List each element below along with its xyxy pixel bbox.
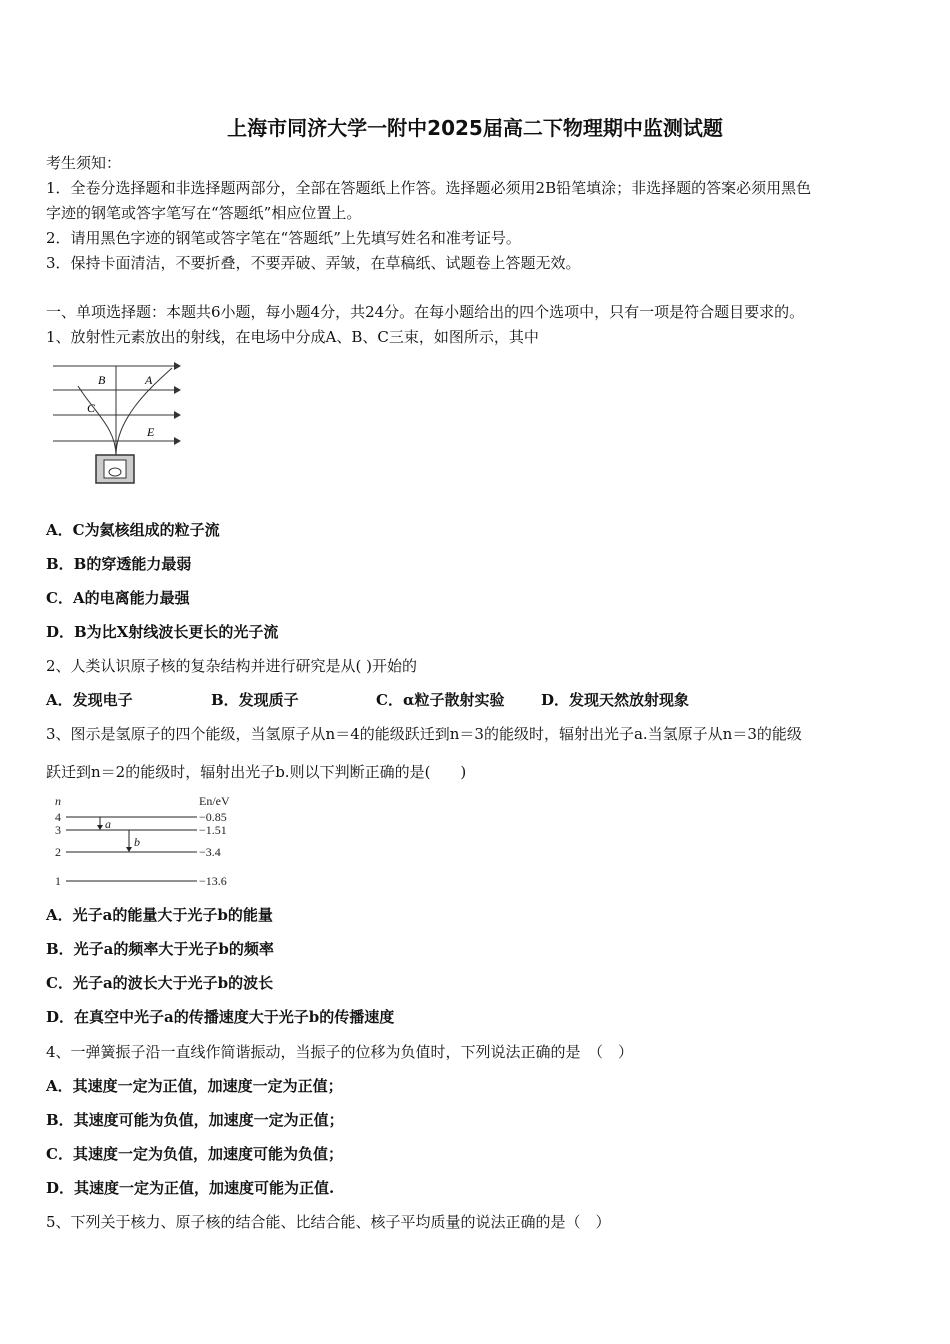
q1-stem: 1、放射性元素放出的射线，在电场中分成A、B、C三束，如图所示，其中 (46, 328, 539, 346)
q3-option-b: B．光子a的频率大于光子b的频率 (46, 940, 274, 958)
q1-radiation-figure (50, 358, 185, 488)
q1-fig-label-e: E (147, 425, 155, 439)
q3-level-3-n: 3 (55, 823, 61, 837)
q3-fig-e-label: En/eV (199, 794, 230, 808)
q4-option-c: C．其速度一定为负值，加速度可能为负值； (46, 1145, 343, 1163)
q3-option-a: A．光子a的能量大于光子b的能量 (46, 906, 273, 924)
notice-heading: 考生须知： (46, 154, 122, 172)
q3-stem-1: 3、图示是氢原子的四个能级，当氢原子从n＝4的能级跃迁到n＝3的能级时，辐射出光子a.当氢原子从n＝3的能级 (46, 725, 802, 743)
notice-item-1a: 1．全卷分选择题和非选择题两部分，全部在答题纸上作答。选择题必须用2B铅笔填涂；非选择题的答案必须用黑色 (46, 179, 812, 197)
q4-stem: 4、一弹簧振子沿一直线作简谐振动，当振子的位移为负值时，下列说法正确的是 （ ） (46, 1043, 634, 1061)
q4-option-b: B．其速度可能为负值，加速度一定为正值； (46, 1111, 344, 1129)
q3-level-3-e: −1.51 (199, 823, 227, 837)
q1-fig-label-c: C (87, 401, 96, 415)
q3-level-4-e: −0.85 (199, 810, 227, 824)
q2-option-d: D．发现天然放射现象 (541, 691, 690, 709)
q4-option-d: D．其速度一定为正值，加速度可能为正值. (46, 1179, 335, 1197)
q3-option-c: C．光子a的波长大于光子b的波长 (46, 974, 274, 992)
notice-item-3: 3．保持卡面清洁，不要折叠，不要弄破、弄皱，在草稿纸、试题卷上答题无效。 (46, 254, 581, 272)
q3-stem-2: 跃迁到n＝2的能级时，辐射出光子b.则以下判断正确的是( ) (46, 763, 467, 781)
q1-fig-label-a: A (145, 373, 153, 387)
notice-item-2: 2．请用黑色字迹的钢笔或答字笔在“答题纸”上先填写姓名和准考证号。 (46, 229, 521, 247)
q1-option-d: D．B为比X射线波长更长的光子流 (46, 623, 279, 641)
q3-level-1-n: 1 (55, 874, 61, 888)
q2-option-b: B．发现质子 (211, 691, 299, 709)
q1-fig-label-b: B (98, 373, 106, 387)
q5-stem: 5、下列关于核力、原子核的结合能、比结合能、核子平均质量的说法正确的是（ ） (46, 1213, 611, 1231)
section-heading: 一、单项选择题：本题共6小题，每小题4分，共24分。在每小题给出的四个选项中，只有一项是符合题目要求的。 (46, 303, 805, 321)
q2-option-c: C．α粒子散射实验 (376, 691, 505, 709)
q2-option-a: A．发现电子 (46, 691, 133, 709)
q4-option-a: A．其速度一定为正值，加速度一定为正值； (46, 1077, 343, 1095)
q3-fig-label-b: b (134, 835, 140, 849)
q3-level-2-e: −3.4 (199, 845, 221, 859)
page-title: 上海市同济大学一附中2025届高二下物理期中监测试题 (227, 116, 723, 140)
q3-energy-level-figure (50, 792, 250, 892)
q3-level-2-n: 2 (55, 845, 61, 859)
notice-item-1b: 字迹的钢笔或答字笔写在“答题纸”相应位置上。 (46, 204, 362, 222)
q3-level-1-e: −13.6 (199, 874, 227, 888)
q3-fig-n-label: n (55, 794, 61, 808)
q3-option-d: D．在真空中光子a的传播速度大于光子b的传播速度 (46, 1008, 395, 1026)
q1-option-a: A．C为氦核组成的粒子流 (46, 521, 220, 539)
q1-option-c: C．A的电离能力最强 (46, 589, 190, 607)
q3-fig-label-a: a (105, 817, 111, 831)
q1-option-b: B．B的穿透能力最弱 (46, 555, 192, 573)
q3-level-4-n: 4 (55, 810, 61, 824)
q2-stem: 2、人类认识原子核的复杂结构并进行研究是从( )开始的 (46, 657, 418, 675)
q2-options (46, 689, 689, 710)
